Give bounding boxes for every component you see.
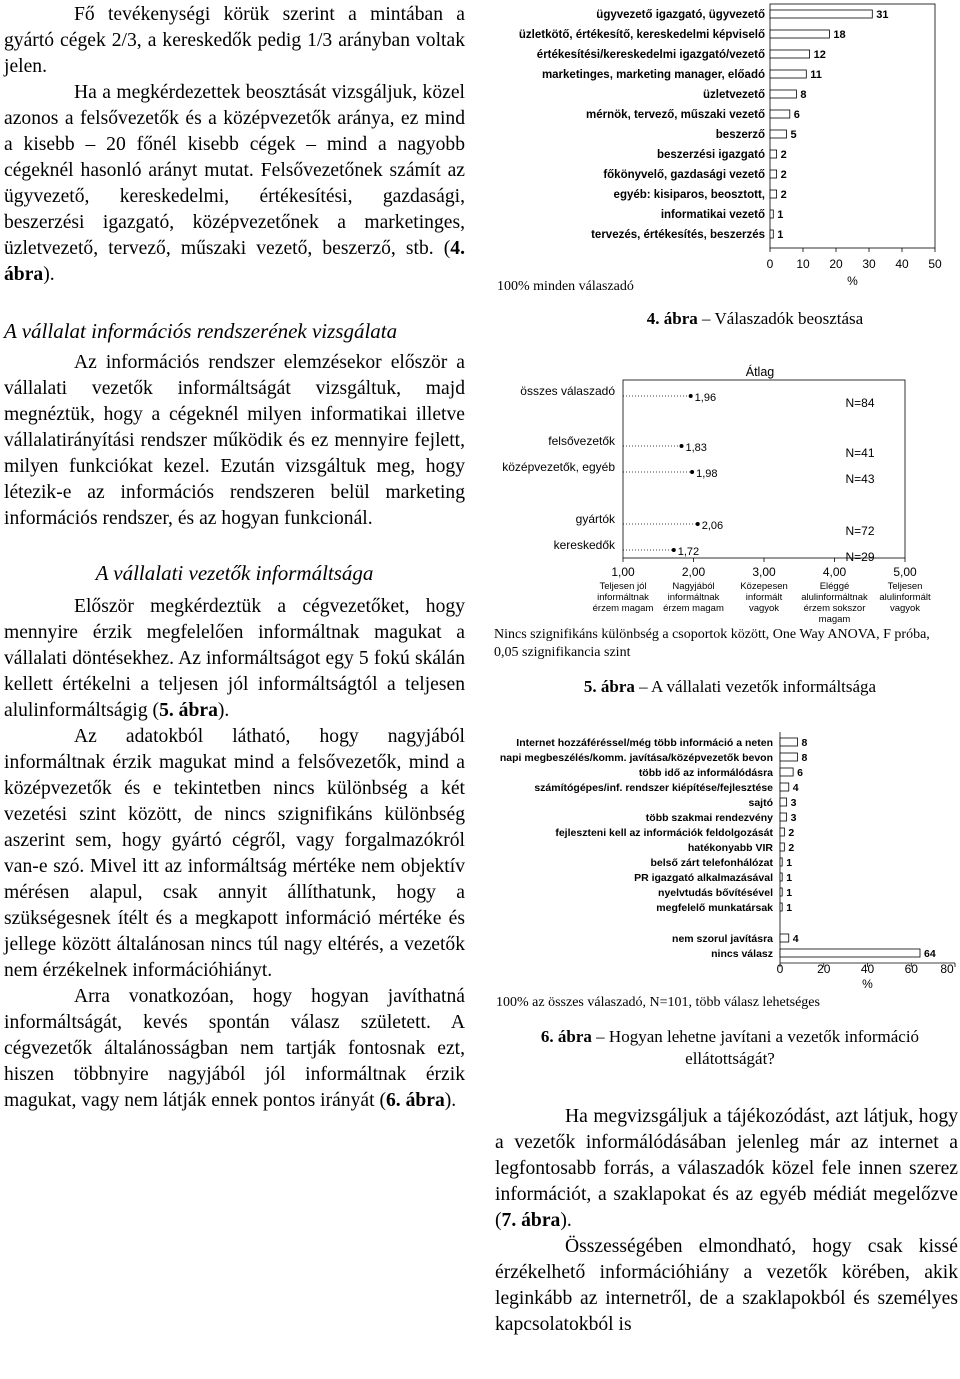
- category-label: üzletkötő, értékesítő, kereskedelmi képviselő: [518, 29, 765, 41]
- paragraph-text: Arra vonatkozóan, hogy hogyan javíthatná informáltságát, kevés spontán válasz született. A cégvezetők általánosságban nem tartják fontosnak ezt, hiszen többnyire nagyjából jól informáltnak érzik magukat, vagy nem látják ennek pontos irányát (: [4, 986, 465, 1111]
- paragraph-sample-composition: Fő tevékenységi körük szerint a mintában a gyártó cégek 2/3, a kereskedők pedig 1/3 arányban voltak jelen.: [4, 4, 465, 77]
- category-label: napi megbeszélés/komm. javítása/középvezetők bevon: [499, 752, 773, 764]
- tick-label: 5,00: [893, 565, 917, 579]
- paragraph-respondent-positions: [4, 80, 465, 288]
- figure-4-caption: 4. ábra – Válaszadók beosztása: [646, 309, 864, 328]
- category-label: beszerzési igazgató: [656, 149, 765, 161]
- chart-title: Átlag: [745, 365, 775, 379]
- category-label: tervezés, értékesítés, beszerzés: [591, 229, 765, 241]
- n-label: N=29: [845, 550, 875, 564]
- scale-label: informáltnak: [597, 592, 649, 603]
- paragraph-summary: Összességében elmondható, hogy csak kissé érzékelhető információhiány a vezetők körében, akik leginkább az internetről, de a szaklapokból és személyes kapcsolatokból is: [495, 1236, 958, 1335]
- bar: [780, 949, 920, 957]
- tick-label: 1,00: [611, 565, 635, 579]
- data-point: [696, 522, 700, 526]
- scale-label: alulinformált: [879, 592, 931, 603]
- tick-label: 40: [895, 257, 909, 271]
- figure-5-note: Nincs szignifikáns különbség a csoportok között, One Way ANOVA, F próba, 0,05 szignifikancia szint: [494, 627, 930, 660]
- value-label: 1: [786, 887, 793, 899]
- bar: [780, 738, 798, 746]
- scale-label: Közepesen: [740, 581, 788, 592]
- bar: [770, 170, 777, 178]
- scale-label: vagyok: [889, 603, 921, 614]
- n-label: N=41: [845, 446, 875, 460]
- figure-reference: 7. ábra: [501, 1210, 561, 1231]
- tick-label: 0: [776, 962, 784, 976]
- figure-reference: 5. ábra: [159, 700, 218, 721]
- category-label: nem szorul javításra: [672, 933, 773, 945]
- tick-label: 3,00: [752, 565, 776, 579]
- bar: [780, 888, 782, 896]
- category-label: fejleszteni kell az információk feldolgozását: [555, 827, 773, 839]
- value-label: 1: [786, 872, 793, 884]
- paragraph-informedness-results: Az adatokból látható, hogy nagyjából informáltnak érzik magukat mind a felsővezetők, mind a középvezetők és e tekintetben nincs különbség a két vezetési szint között, de nincs szignifikáns különbség aszerint sem, hogy gyártó cégről, vagy forgalmazókról van-e szó. Mivel itt az informáltság mértéke nem objektív mérésen alapul, csak annyit állíthatunk, hogy a szükségesnek ítélt és a megkapott információ mértéke és jellege között általánosan nincs túl nagy eltérés, a vezetők nem érzékelnek információhiányt.: [4, 726, 465, 981]
- figure-reference: 6. ábra: [385, 1090, 445, 1111]
- data-point: [690, 470, 694, 474]
- category-label: sajtó: [748, 797, 773, 809]
- category-label: főkönyvelő, gazdasági vezető: [603, 169, 765, 181]
- figure-5-chart: [490, 360, 960, 625]
- bar: [770, 50, 810, 58]
- value-label: 1,83: [685, 442, 707, 454]
- value-label: 31: [876, 9, 889, 21]
- section-heading-informedness: A vállalati vezetők informáltsága: [95, 561, 374, 585]
- scale-label: Teljesen jól: [599, 581, 647, 592]
- value-label: 6: [793, 109, 800, 121]
- scale-label: informáltnak: [667, 592, 720, 603]
- bar: [770, 30, 829, 38]
- category-label: egyéb: kisiparos, beosztott,: [613, 189, 765, 201]
- tick-label: 4,00: [822, 565, 847, 579]
- paragraph-text: Ha megvizsgáljuk a tájékozódást, azt látjuk, hogy a vezetők informálódásában jelenleg már az internet a legfontosabb forrás, a válaszadók közel fele innen szerez információt, a szaklapokat és az egyéb médiát megelőzve (: [495, 1106, 958, 1231]
- plot-area: [770, 4, 935, 248]
- tick-label: 40: [860, 962, 875, 976]
- value-label: 11: [810, 69, 822, 81]
- tick-label: 10: [796, 257, 810, 271]
- bar: [770, 90, 796, 98]
- category-label: hatékonyabb VIR: [687, 842, 773, 854]
- paragraph-end: ).: [217, 700, 230, 721]
- bar: [770, 190, 777, 198]
- tick-label: 50: [928, 257, 942, 271]
- row-label: kereskedők: [553, 538, 615, 552]
- bar: [780, 798, 787, 806]
- data-point: [672, 548, 676, 552]
- tick-label: 20: [817, 962, 831, 976]
- row-label: középvezetők, egyéb: [502, 460, 615, 474]
- category-label: marketinges, marketing manager, előadó: [541, 69, 765, 81]
- category-label: értékesítési/kereskedelmi igazgató/vezető: [536, 49, 765, 61]
- bar: [780, 873, 782, 881]
- bar: [770, 150, 777, 158]
- category-label: mérnök, tervező, műszaki vezető: [586, 109, 765, 121]
- bar: [770, 130, 787, 138]
- category-label: több idő az informálódásra: [638, 767, 773, 779]
- value-label: 1,96: [694, 392, 717, 404]
- scale-label: magam: [818, 614, 851, 625]
- tick-label: 30: [862, 257, 876, 271]
- bar: [780, 843, 784, 851]
- bar: [770, 210, 773, 218]
- scale-label: érzem sokszor: [803, 603, 866, 614]
- n-label: N=72: [845, 524, 875, 538]
- row-label: gyártók: [575, 512, 615, 526]
- bar: [780, 858, 782, 866]
- value-label: 1: [777, 209, 784, 221]
- tick-label: 80: [940, 962, 954, 976]
- category-label: belső zárt telefonhálózat: [650, 857, 773, 869]
- category-label: megfelelő munkatársak: [656, 902, 773, 914]
- value-label: 2: [788, 827, 795, 839]
- value-label: 8: [801, 752, 808, 764]
- value-label: 6: [797, 767, 803, 779]
- figure-4-note: 100% minden válaszadó: [497, 279, 634, 294]
- value-label: 1: [786, 857, 793, 869]
- paragraph-text: Először megkérdeztük a cégvezetőket, hogy mennyire érzik megfelelően informáltnak magukat a vállalati döntésekhez. Az informáltságot egy 5 fokú skálán kellett értékelni a teljesen jól informáltságtól a teljesen alulinformáltságig (: [4, 596, 465, 721]
- figure-6-caption: 6. ábra – Hogyan lehetne javítani a vezetők információ ellátottságát?: [540, 1027, 920, 1068]
- category-label: PR igazgató alkalmazásával: [634, 872, 773, 884]
- tick-label: 60: [904, 962, 918, 976]
- row-label: összes válaszadó: [520, 384, 615, 398]
- scale-label: alulinformáltnak: [801, 592, 868, 603]
- bar: [780, 828, 784, 836]
- caption-number: 4. ábra: [646, 309, 698, 328]
- right-column: [495, 1104, 958, 1338]
- value-label: 12: [813, 49, 826, 61]
- scale-label: informált: [745, 592, 783, 603]
- value-label: 1,98: [696, 468, 718, 480]
- caption-number: 5. ábra: [583, 677, 635, 696]
- category-label: informatikai vezető: [660, 209, 765, 221]
- paragraph-information-system: Az információs rendszer elemzésekor először a vállalati vezetők informáltságát vizsgáltuk, majd megnéztük, hogy a cégeknél milyen informatikai illetve vállalatirányítási rendszer működik és ez mennyire fejlett, milyen funkciókat kezel. Ezután vizsgáltuk meg, hogy létezik-e az információs rendszeren belül marketing információs rendszer, és az hogyan funkcionál.: [4, 352, 465, 529]
- bar: [770, 10, 872, 18]
- scale-label: vagyok: [748, 603, 780, 614]
- section-heading-information-system: A vállalat információs rendszerének vizsgálata: [4, 319, 398, 343]
- category-label: nincs válasz: [711, 948, 773, 960]
- value-label: 2: [780, 169, 787, 181]
- value-label: 3: [790, 797, 797, 809]
- caption-text: Hogyan lehetne javítani a vezetők információ ellátottságát?: [608, 1027, 920, 1068]
- n-label: N=84: [845, 396, 875, 410]
- value-label: 64: [924, 948, 936, 960]
- bar: [770, 230, 773, 238]
- value-label: 4: [792, 933, 799, 945]
- category-label: számítógépes/inf. rendszer kiépítése/fejlesztése: [534, 782, 773, 794]
- paragraph-orientation: [495, 1104, 958, 1234]
- value-label: 2: [780, 189, 787, 201]
- figure-5-caption: 5. ábra – A vállalati vezetők informáltsága: [583, 677, 877, 696]
- paragraph-end: ).: [444, 1090, 457, 1111]
- tick-label: 2,00: [681, 565, 706, 579]
- n-label: N=43: [845, 472, 875, 486]
- category-label: üzletvezető: [703, 89, 765, 101]
- value-label: 18: [833, 29, 846, 41]
- paragraph-end: ).: [560, 1210, 572, 1231]
- category-label: ügyvezető igazgató, ügyvezető: [596, 9, 765, 21]
- value-label: 8: [801, 737, 808, 749]
- left-column: [4, 2, 465, 1114]
- value-label: 2: [788, 842, 795, 854]
- caption-number: 6. ábra: [540, 1027, 592, 1046]
- bar: [770, 110, 790, 118]
- figure-6-chart: [490, 730, 960, 990]
- bar: [780, 903, 782, 911]
- scale-label: érzem magam: [592, 603, 654, 614]
- value-label: 3: [790, 812, 797, 824]
- axis-label: %: [847, 274, 858, 288]
- scale-label: érzem magam: [663, 603, 724, 614]
- scale-label: Eléggé: [819, 581, 850, 592]
- row-label: felsővezetők: [548, 434, 615, 448]
- scale-label: Nagyjából: [672, 581, 715, 592]
- value-label: 1: [786, 902, 793, 914]
- bar: [780, 813, 787, 821]
- figure-reference: 4. ábra: [4, 238, 465, 285]
- value-label: 1,72: [677, 546, 700, 558]
- axis-label: %: [862, 977, 873, 991]
- category-label: több szakmai rendezvény: [645, 812, 773, 824]
- value-label: 5: [790, 129, 797, 141]
- bar: [780, 934, 789, 942]
- data-point: [680, 444, 684, 448]
- tick-label: 20: [829, 257, 843, 271]
- figure-6-note: 100% az összes válaszadó, N=101, több válasz lehetséges: [496, 995, 820, 1010]
- value-label: 1: [777, 229, 784, 241]
- paragraph-informedness-survey: [4, 594, 465, 724]
- bar: [780, 753, 798, 761]
- tick-label: 0: [766, 257, 774, 271]
- scale-label: Teljesen: [887, 581, 923, 592]
- category-label: Internet hozzáféréssel/még több információ a neten: [516, 737, 773, 749]
- data-point: [689, 394, 693, 398]
- value-label: 2,06: [701, 520, 724, 532]
- value-label: 4: [792, 782, 799, 794]
- bar: [770, 70, 806, 78]
- value-label: 8: [800, 89, 807, 101]
- bar: [780, 783, 789, 791]
- paragraph-end: ).: [43, 264, 55, 285]
- caption-text: Válaszadók beosztása: [714, 309, 864, 328]
- bar: [780, 768, 793, 776]
- paragraph-improvement: [4, 984, 465, 1114]
- value-label: 2: [780, 149, 787, 161]
- category-label: nyelvtudás bővítésével: [658, 887, 773, 899]
- paragraph-text: Ha a megkérdezettek beosztását vizsgáljuk, közel azonos a felsővezetők és a középvezetők aránya, ez mind a kisebb – 20 főnél kisebb cégek – mind a nagyobb cégeknél hasonló arányt mutat. Felsővezetőnek számít az ügyvezető, kereskedelmi, értékesítési, gazdasági, beszerzési igazgató, középvezetőnek a marketinges, üzletvezető, tervező, műszaki vezető, beszerző, stb. (: [4, 82, 465, 259]
- category-label: beszerző: [715, 129, 765, 141]
- caption-text: A vállalati vezetők informáltsága: [650, 677, 877, 696]
